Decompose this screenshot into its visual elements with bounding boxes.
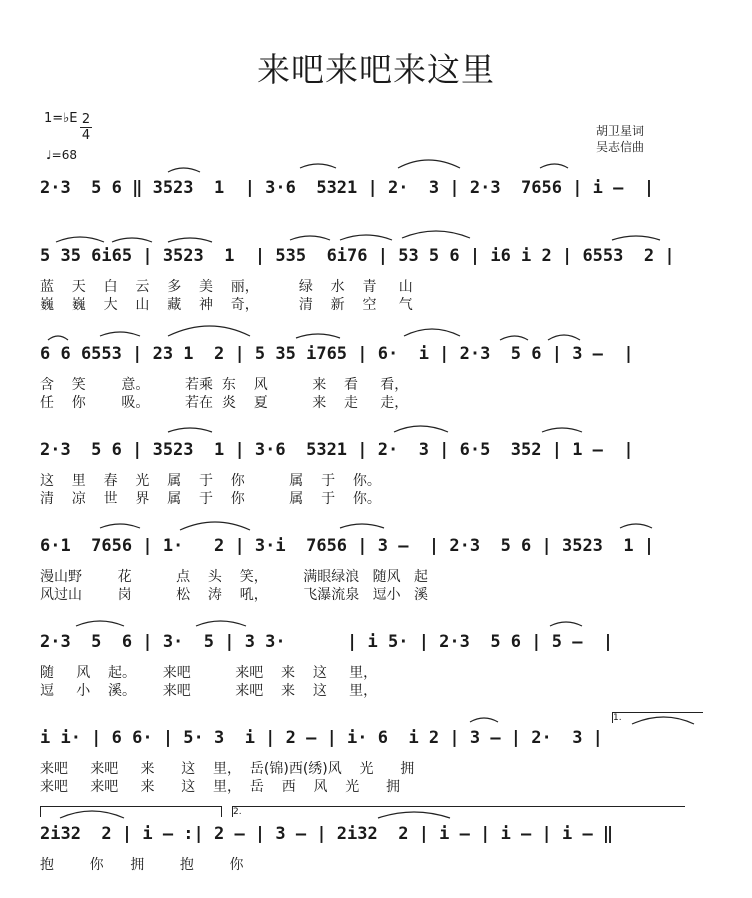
slur-mark <box>620 524 652 528</box>
slur-mark <box>632 717 694 724</box>
notation-line: 6 6 6553 | 23 1 2 | 5 35 i765 | 6· i | 2·3 5 6 | 3 – | <box>40 344 634 364</box>
slur-mark <box>300 164 336 168</box>
lyrics-verse-2: 风过山 岗 松 涛 吼， 飞瀑流泉 逗小 溪 <box>40 587 429 603</box>
slur-mark <box>48 336 68 340</box>
lyricist-credit: 胡卫星词 <box>596 124 645 138</box>
slur-mark <box>112 238 152 242</box>
slur-mark <box>340 524 384 528</box>
notation-line: 6·1 7656 | 1· 2 | 3·i 7656 | 3 – | 2·3 5 6 | 3523 1 | <box>40 536 655 556</box>
lyrics-verse-1: 随 风 起。 来吧 来吧 来 这 里， <box>40 665 378 681</box>
slur-mark <box>180 522 250 530</box>
volta-label: 1. <box>613 713 622 723</box>
lyrics-verse-1: 漫山野 花 点 头 笑， 满眼绿浪 随风 起 <box>40 569 429 585</box>
slur-mark <box>168 428 212 432</box>
lyrics-verse-2: 清 凉 世 界 属 于 你 属 于 你。 <box>40 491 381 507</box>
slur-mark <box>378 812 450 818</box>
slur-mark <box>168 168 200 172</box>
slur-mark <box>196 621 246 626</box>
slur-mark <box>542 428 582 432</box>
slur-mark <box>540 164 568 168</box>
slur-mark <box>100 524 140 528</box>
slur-mark <box>168 326 250 336</box>
slur-mark <box>548 335 580 340</box>
notation-line: 2i32 2 | i – :| 2 – | 3 – | 2i32 2 | i – | i – | i – ‖ <box>40 824 614 844</box>
slur-mark <box>76 621 124 626</box>
notation-line: i i· | 6 6· | 5· 3 i | 2 – | i· 6 i 2 | 3 – | 2· 3 | <box>40 728 603 748</box>
notation-line: 2·3 5 6 ‖ 3523 1 | 3·6 5321 | 2· 3 | 2·3 7656 | i – | <box>40 178 655 198</box>
slur-mark <box>500 336 528 340</box>
notation-line: 2·3 5 6 | 3523 1 | 3·6 5321 | 2· 3 | 6·5 352 | 1 – | <box>40 440 634 460</box>
slur-mark <box>290 236 330 240</box>
lyrics-verse-1: 抱 你 拥 抱 你 <box>40 857 244 873</box>
slur-mark <box>398 160 460 168</box>
key-signature: 1=♭E <box>44 111 78 126</box>
slur-mark <box>404 329 460 336</box>
lyrics-verse-2: 巍 巍 大 山 藏 神 奇， 清 新 空 气 <box>40 297 413 313</box>
slur-mark <box>56 237 104 242</box>
composer-credit: 吴志信曲 <box>596 140 645 154</box>
slur-mark <box>470 718 498 722</box>
time-signature-bottom: 4 <box>81 128 91 143</box>
slur-mark <box>402 231 470 238</box>
lyrics-verse-2: 任 你 吸。 若在 炎 夏 来 走 走， <box>40 395 409 411</box>
slur-mark <box>296 334 340 338</box>
notation-line: 5 35 6i65 | 3523 1 | 535 6i76 | 53 5 6 | i6 i 2 | 6553 2 | <box>40 246 675 266</box>
slur-mark <box>60 811 124 818</box>
lyrics-verse-1: 含 笑 意。 若乘 东 风 来 看 看， <box>40 377 409 393</box>
lyrics-verse-1: 蓝 天 白 云 多 美 丽， 绿 水 青 山 <box>40 279 413 295</box>
time-signature-top: 2 <box>81 112 91 127</box>
lyrics-verse-2: 来吧 来吧 来 这 里， 岳 西 风 光 拥 <box>40 779 401 795</box>
lyrics-verse-2: 逗 小 溪。 来吧 来吧 来 这 里， <box>40 683 378 699</box>
tempo-marking: ♩=68 <box>46 148 77 162</box>
notation-line: 2·3 5 6 | 3· 5 | 3 3· | i 5· | 2·3 5 6 | 5 – | <box>40 632 614 652</box>
slur-mark <box>550 622 582 626</box>
slur-mark <box>340 235 392 240</box>
lyrics-verse-1: 这 里 春 光 属 于 你 属 于 你。 <box>40 473 381 489</box>
slur-mark <box>100 332 140 336</box>
song-title: 来吧来吧来这里 <box>257 50 495 89</box>
lyrics-verse-1: 来吧 来吧 来 这 里， 岳(锦)西(绣)风 光 拥 <box>40 761 415 777</box>
volta-label: 2. <box>233 807 242 817</box>
slur-mark <box>168 238 212 242</box>
slur-mark <box>394 426 448 432</box>
slur-mark <box>612 236 660 240</box>
